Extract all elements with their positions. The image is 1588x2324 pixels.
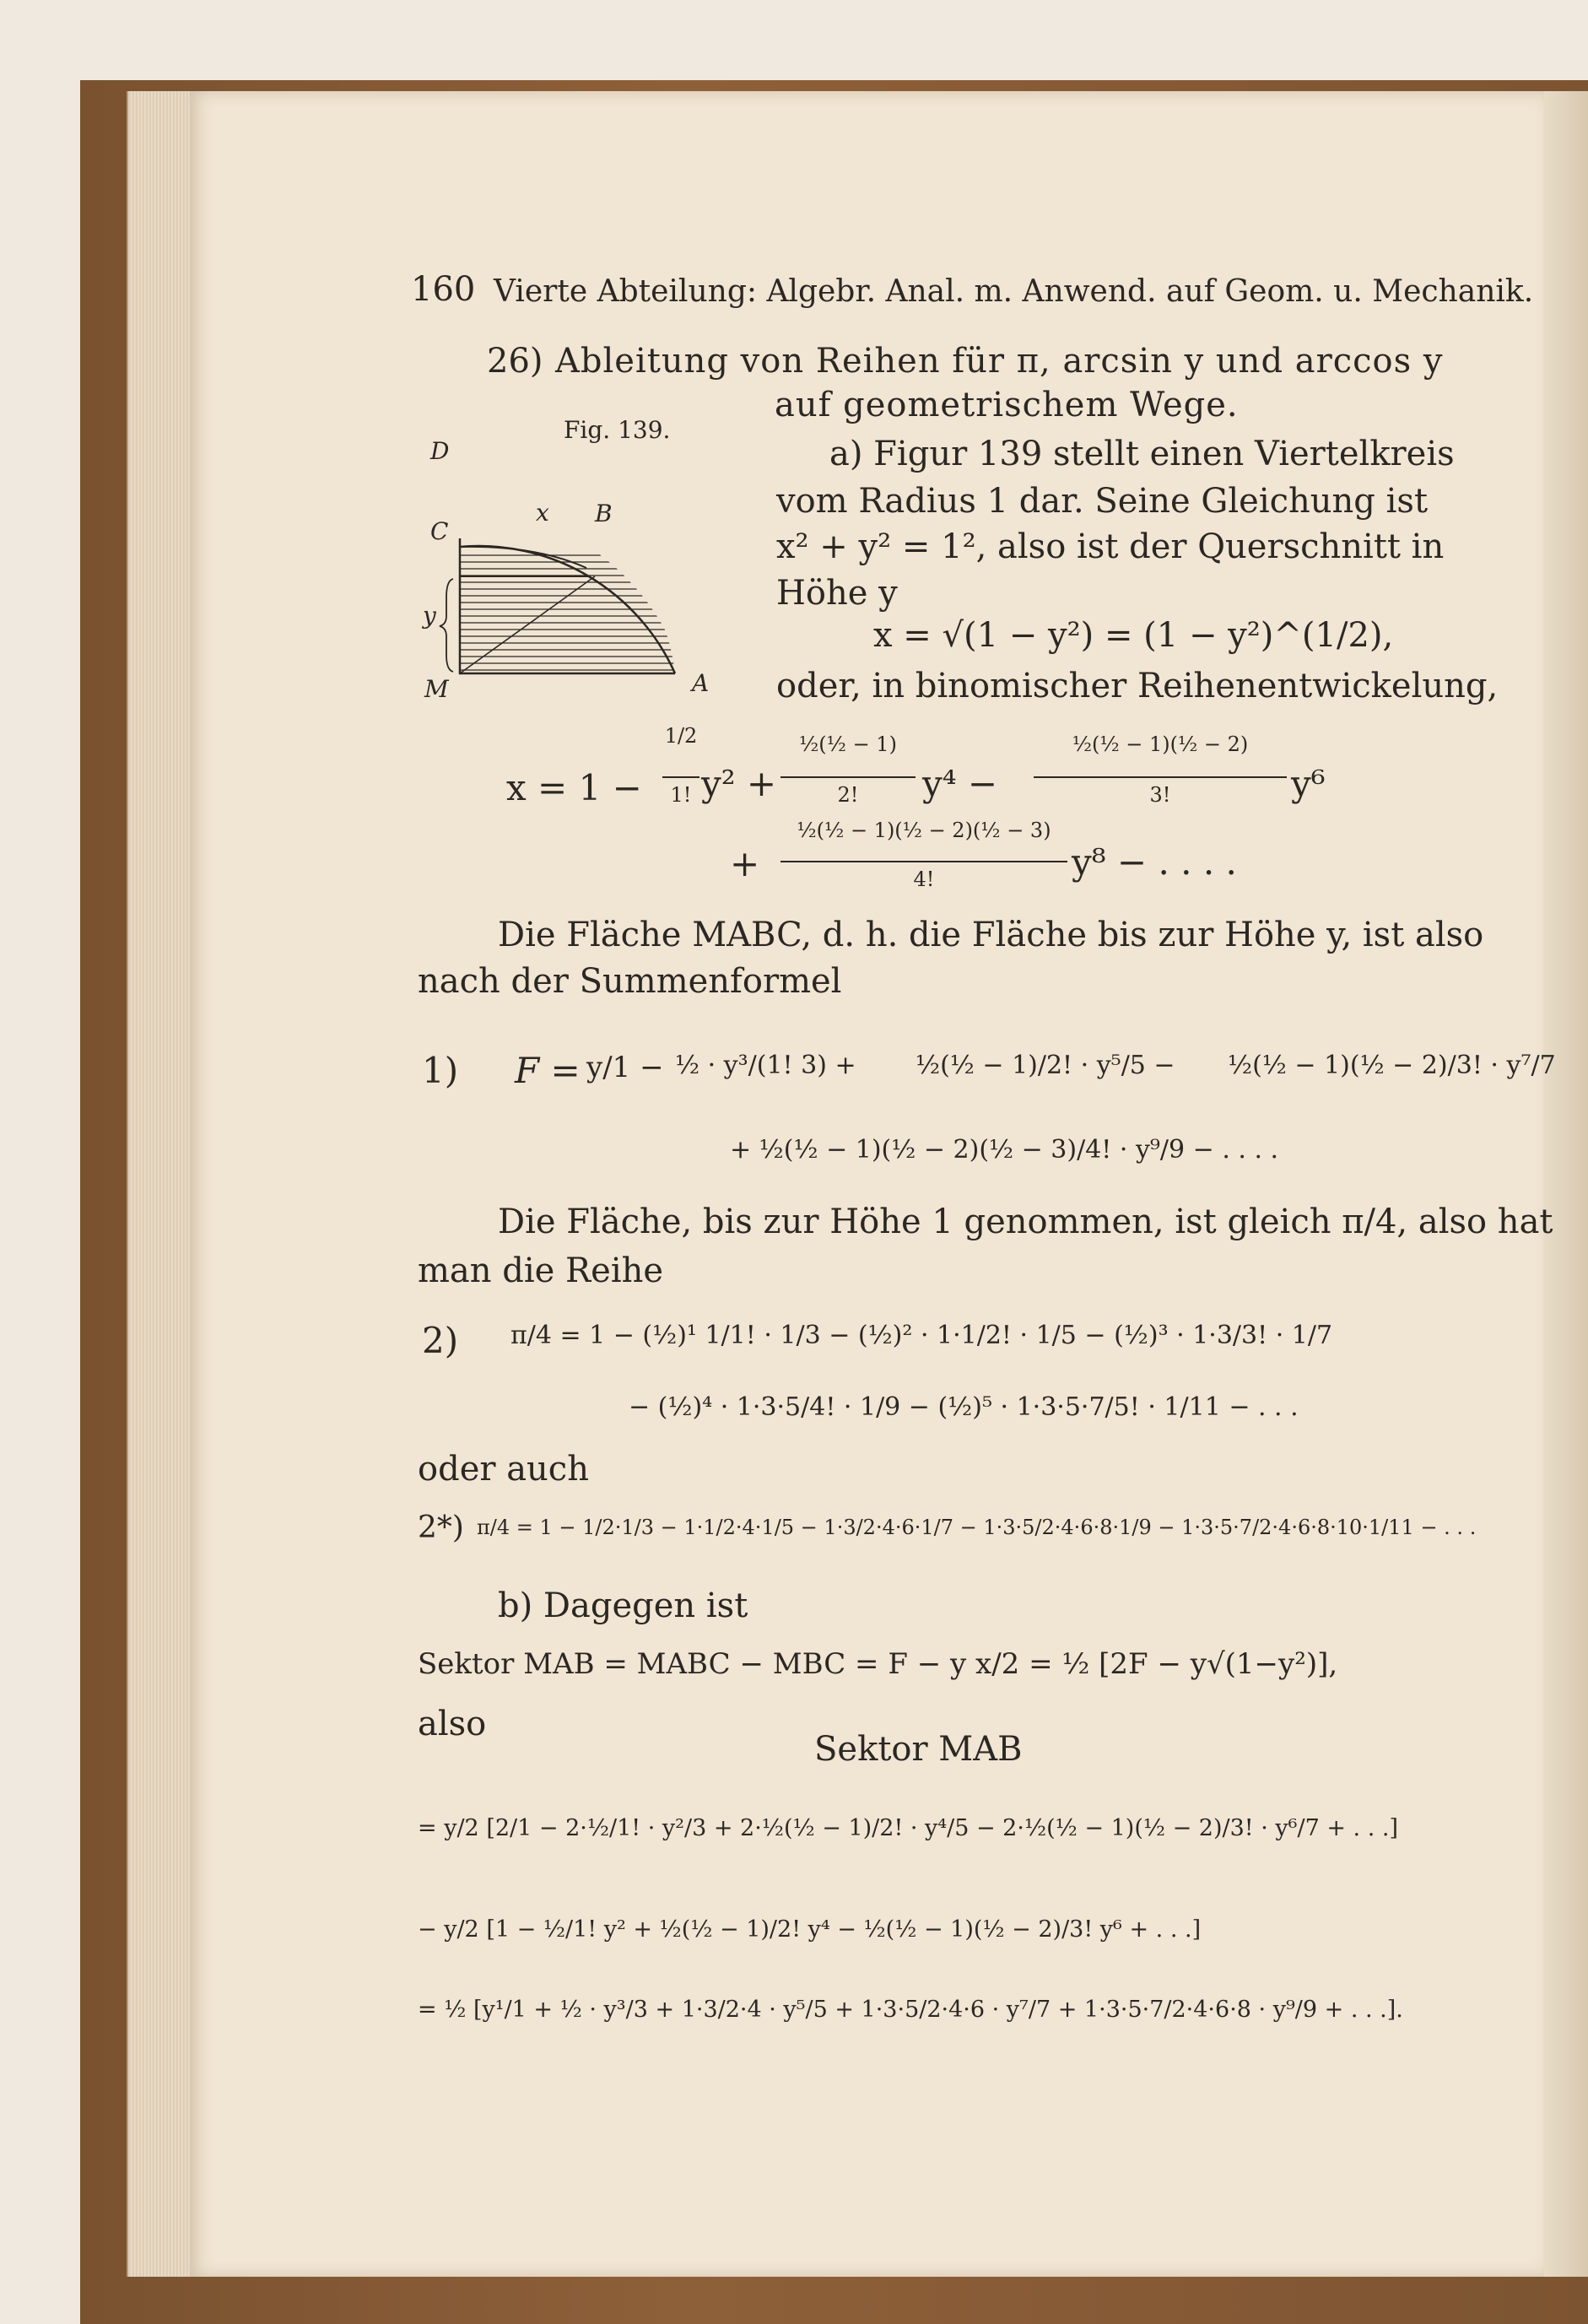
running-title: Vierte Abteilung: Algebr. Anal. m. Anwend. auf Geom. u. Mechanik. <box>494 274 1534 309</box>
figure-caption: Fig. 139. <box>564 416 671 444</box>
eq1-lhs: F = <box>515 1050 581 1091</box>
series-x-t1-bar <box>662 776 699 778</box>
facing-page-edge <box>1544 91 1588 2277</box>
page-edges <box>127 91 192 2277</box>
eq1-term0: y/1 − <box>586 1051 664 1084</box>
section-title-line1: Ableitung von Reihen für π, arcsin y und arccos y <box>555 342 1444 381</box>
figure-label-C: C <box>430 517 449 545</box>
series-x-t3-pow: y⁶ <box>1291 763 1326 804</box>
series-x-t2-den: 2! <box>837 783 859 807</box>
sector-title: Sektor MAB <box>814 1730 1023 1769</box>
eq1-term2: ½(½ − 1)/2! · y⁵/5 − <box>916 1051 1175 1080</box>
section-title-line2: auf geometrischem Wege. <box>775 386 1239 424</box>
para-area-line1: Die Fläche MABC, d. h. die Fläche bis zur Höhe y, ist also <box>498 916 1484 954</box>
section-number: 26) <box>487 342 543 381</box>
series-x-t3-den: 3! <box>1149 783 1171 807</box>
para-a-line4: Höhe y <box>776 574 898 613</box>
equation-root: x = √(1 − y²) = (1 − y²)^(1/2), <box>873 616 1394 655</box>
para-pi-line2: man die Reihe <box>418 1251 664 1290</box>
series-x-t3-bar <box>1034 776 1287 778</box>
book-page <box>190 91 1556 2277</box>
series-x-t2-pow: y⁴ − <box>922 763 998 804</box>
series-x-t4-den: 4! <box>913 867 935 891</box>
eq2star-number: 2*) <box>418 1511 464 1545</box>
series-x-t4-bar <box>780 861 1067 862</box>
para-area-line2: nach der Summenformel <box>418 962 842 1001</box>
series-x-t4-pre: + <box>730 843 760 884</box>
para-a-line3: x² + y² = 1², also ist der Querschnitt in <box>776 527 1445 566</box>
figure-label-y: y <box>423 602 436 630</box>
sector-line-b: − y/2 [1 − ½/1! y² + ½(½ − 1)/2! y⁴ − ½(½ − 1)(½ − 2)/3! y⁶ + . . .] <box>418 1916 1202 1943</box>
para-b-line1: b) Dagegen ist <box>498 1586 748 1625</box>
sector-equation: Sektor MAB = MABC − MBC = F − y x/2 = ½ [2F − y√(1−y²)], <box>418 1647 1338 1681</box>
series-x-t1-pow: y² + <box>701 763 777 804</box>
eq1-term4: + ½(½ − 1)(½ − 2)(½ − 3)/4! · y⁹/9 − . . . . <box>730 1135 1279 1165</box>
para-a-line2: vom Radius 1 dar. Seine Gleichung ist <box>776 482 1429 521</box>
para-a-line5: oder, in binomischer Reihenentwickelung, <box>776 667 1499 705</box>
quarter-circle-figure <box>418 429 772 707</box>
eq2-line1: π/4 = 1 − (½)¹ 1/1! · 1/3 − (½)² · 1·1/2! · 1/5 − (½)³ · 1·3/3! · 1/7 <box>510 1321 1333 1350</box>
para-pi-line1: Die Fläche, bis zur Höhe 1 genommen, ist gleich π/4, also hat <box>498 1203 1553 1241</box>
eq2-line2: − (½)⁴ · 1·3·5/4! · 1/9 − (½)⁵ · 1·3·5·7/5! · 1/11 − . . . <box>629 1392 1299 1422</box>
figure-label-A: A <box>692 669 710 697</box>
eq1-term1: ½ · y³/(1! 3) + <box>675 1051 856 1080</box>
figure-label-x: x <box>536 499 549 527</box>
series-x-t4-pow: y⁸ − . . . . <box>1072 841 1237 883</box>
series-x-t4-num: ½(½ − 1)(½ − 2)(½ − 3) <box>797 819 1051 842</box>
figure-label-M: M <box>424 675 449 703</box>
sector-line-a: = y/2 [2/1 − 2·½/1! · y²/3 + 2·½(½ − 1)/2! · y⁴/5 − 2·½(½ − 1)(½ − 2)/3! · y⁶/7 + . . .] <box>418 1815 1398 1841</box>
figure-label-B: B <box>595 500 613 527</box>
eq1-number: 1) <box>422 1050 459 1091</box>
series-x-t1-den: 1! <box>670 783 692 807</box>
series-x-t1-num: 1/2 <box>664 724 698 748</box>
sector-line-c: = ½ [y¹/1 + ½ · y³/3 + 1·3/2·4 · y⁵/5 + 1·3·5/2·4·6 · y⁷/7 + 1·3·5·7/2·4·6·8 · y⁹/9 + . . .]. <box>418 1997 1403 2023</box>
series-x-t3-num: ½(½ − 1)(½ − 2) <box>1072 732 1249 756</box>
series-x-t2-bar <box>780 776 916 778</box>
eq2star-line: π/4 = 1 − 1/2·1/3 − 1·1/2·4·1/5 − 1·3/2·4·6·1/7 − 1·3·5/2·4·6·8·1/9 − 1·3·5·7/2·4·6·8·10·1/11 − . . . <box>477 1516 1477 1539</box>
series-x-t2-num: ½(½ − 1) <box>799 732 897 756</box>
eq2-number: 2) <box>422 1320 459 1361</box>
figure-label-D: D <box>430 437 450 465</box>
para-a-line1: a) Figur 139 stellt einen Viertelkreis <box>829 435 1455 473</box>
oder-auch: oder auch <box>418 1450 589 1489</box>
series-x-lhs: x = 1 − <box>506 767 642 808</box>
also: also <box>418 1705 487 1743</box>
eq1-term3: ½(½ − 1)(½ − 2)/3! · y⁷/7 <box>1228 1051 1556 1080</box>
page-number: 160 <box>411 270 476 309</box>
